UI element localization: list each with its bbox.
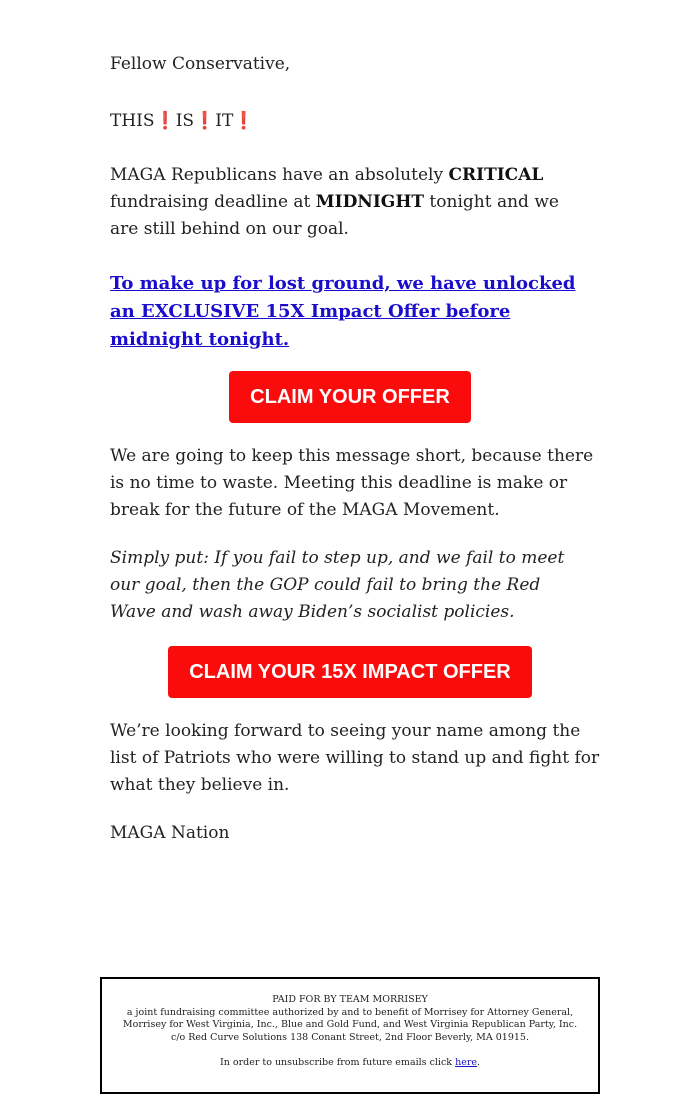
- headline-word-this: THIS: [110, 111, 155, 131]
- unsubscribe-text: In order to unsubscribe from future emails click: [219, 1057, 456, 1068]
- deadline-text-2: fundraising deadline at: [110, 192, 316, 212]
- unsubscribe-link[interactable]: here: [455, 1057, 477, 1068]
- greeting: Fellow Conservative,: [110, 54, 291, 74]
- address-line: c/o Red Curve Solutions 138 Conant Street, 2nd Floor Beverly, MA 01915.: [171, 1031, 529, 1043]
- cta-container-1: [0, 371, 700, 423]
- midnight-bold: MIDNIGHT: [315, 192, 425, 212]
- headline-word-is: IS: [175, 111, 195, 131]
- italic-paragraph: Simply put: If you fail to step up, and we fail to meet our goal, then the GOP could fail to bring the Red Wave and wash away Biden’s socialist policies.: [110, 548, 565, 622]
- unsubscribe-end: .: [476, 1057, 481, 1068]
- disclaimer-footer: [100, 977, 600, 1094]
- offer-paragraph: [110, 270, 590, 354]
- disclaimer-line-2: Morrisey for West Virginia, Inc., Blue and Gold Fund, and West Virginia Republican Party, Inc.: [122, 1019, 578, 1030]
- exclamation-icon: ❗: [233, 111, 255, 131]
- short-message-paragraph: We are going to keep this message short, because there is no time to waste. Meeting this deadline is make or break for the future of the MAGA Movement.: [110, 446, 594, 520]
- cta-container-2: [0, 646, 700, 698]
- closing-paragraph: We’re looking forward to seeing your name among the list of Patriots who were willing to stand up and fight for what they believe in.: [110, 721, 600, 795]
- offer-link[interactable]: To make up for lost ground, we have unlocked an EXCLUSIVE 15X Impact Offer before midnight tonight.: [110, 273, 576, 350]
- signoff: MAGA Nation: [110, 823, 230, 843]
- claim-15x-offer-button[interactable]: CLAIM YOUR 15X IMPACT OFFER: [168, 646, 532, 698]
- claim-offer-button[interactable]: CLAIM YOUR OFFER: [229, 371, 471, 423]
- unsubscribe-line: [102, 1057, 598, 1070]
- headline: [110, 108, 600, 135]
- deadline-text-1: MAGA Republicans have an absolutely: [110, 165, 449, 185]
- exclamation-icon: ❗: [194, 111, 216, 131]
- paid-for-line: PAID FOR BY TEAM MORRISEY: [272, 994, 428, 1005]
- disclaimer-line-1: a joint fundraising committee authorized by and to benefit of Morrisey for Attorney General,: [126, 1006, 574, 1018]
- deadline-text-3: tonight and we are still behind on our goal.: [110, 192, 559, 239]
- headline-word-it: IT: [215, 111, 234, 131]
- exclamation-icon: ❗: [154, 111, 176, 131]
- deadline-paragraph: [110, 162, 580, 243]
- critical-bold: CRITICAL: [448, 165, 544, 185]
